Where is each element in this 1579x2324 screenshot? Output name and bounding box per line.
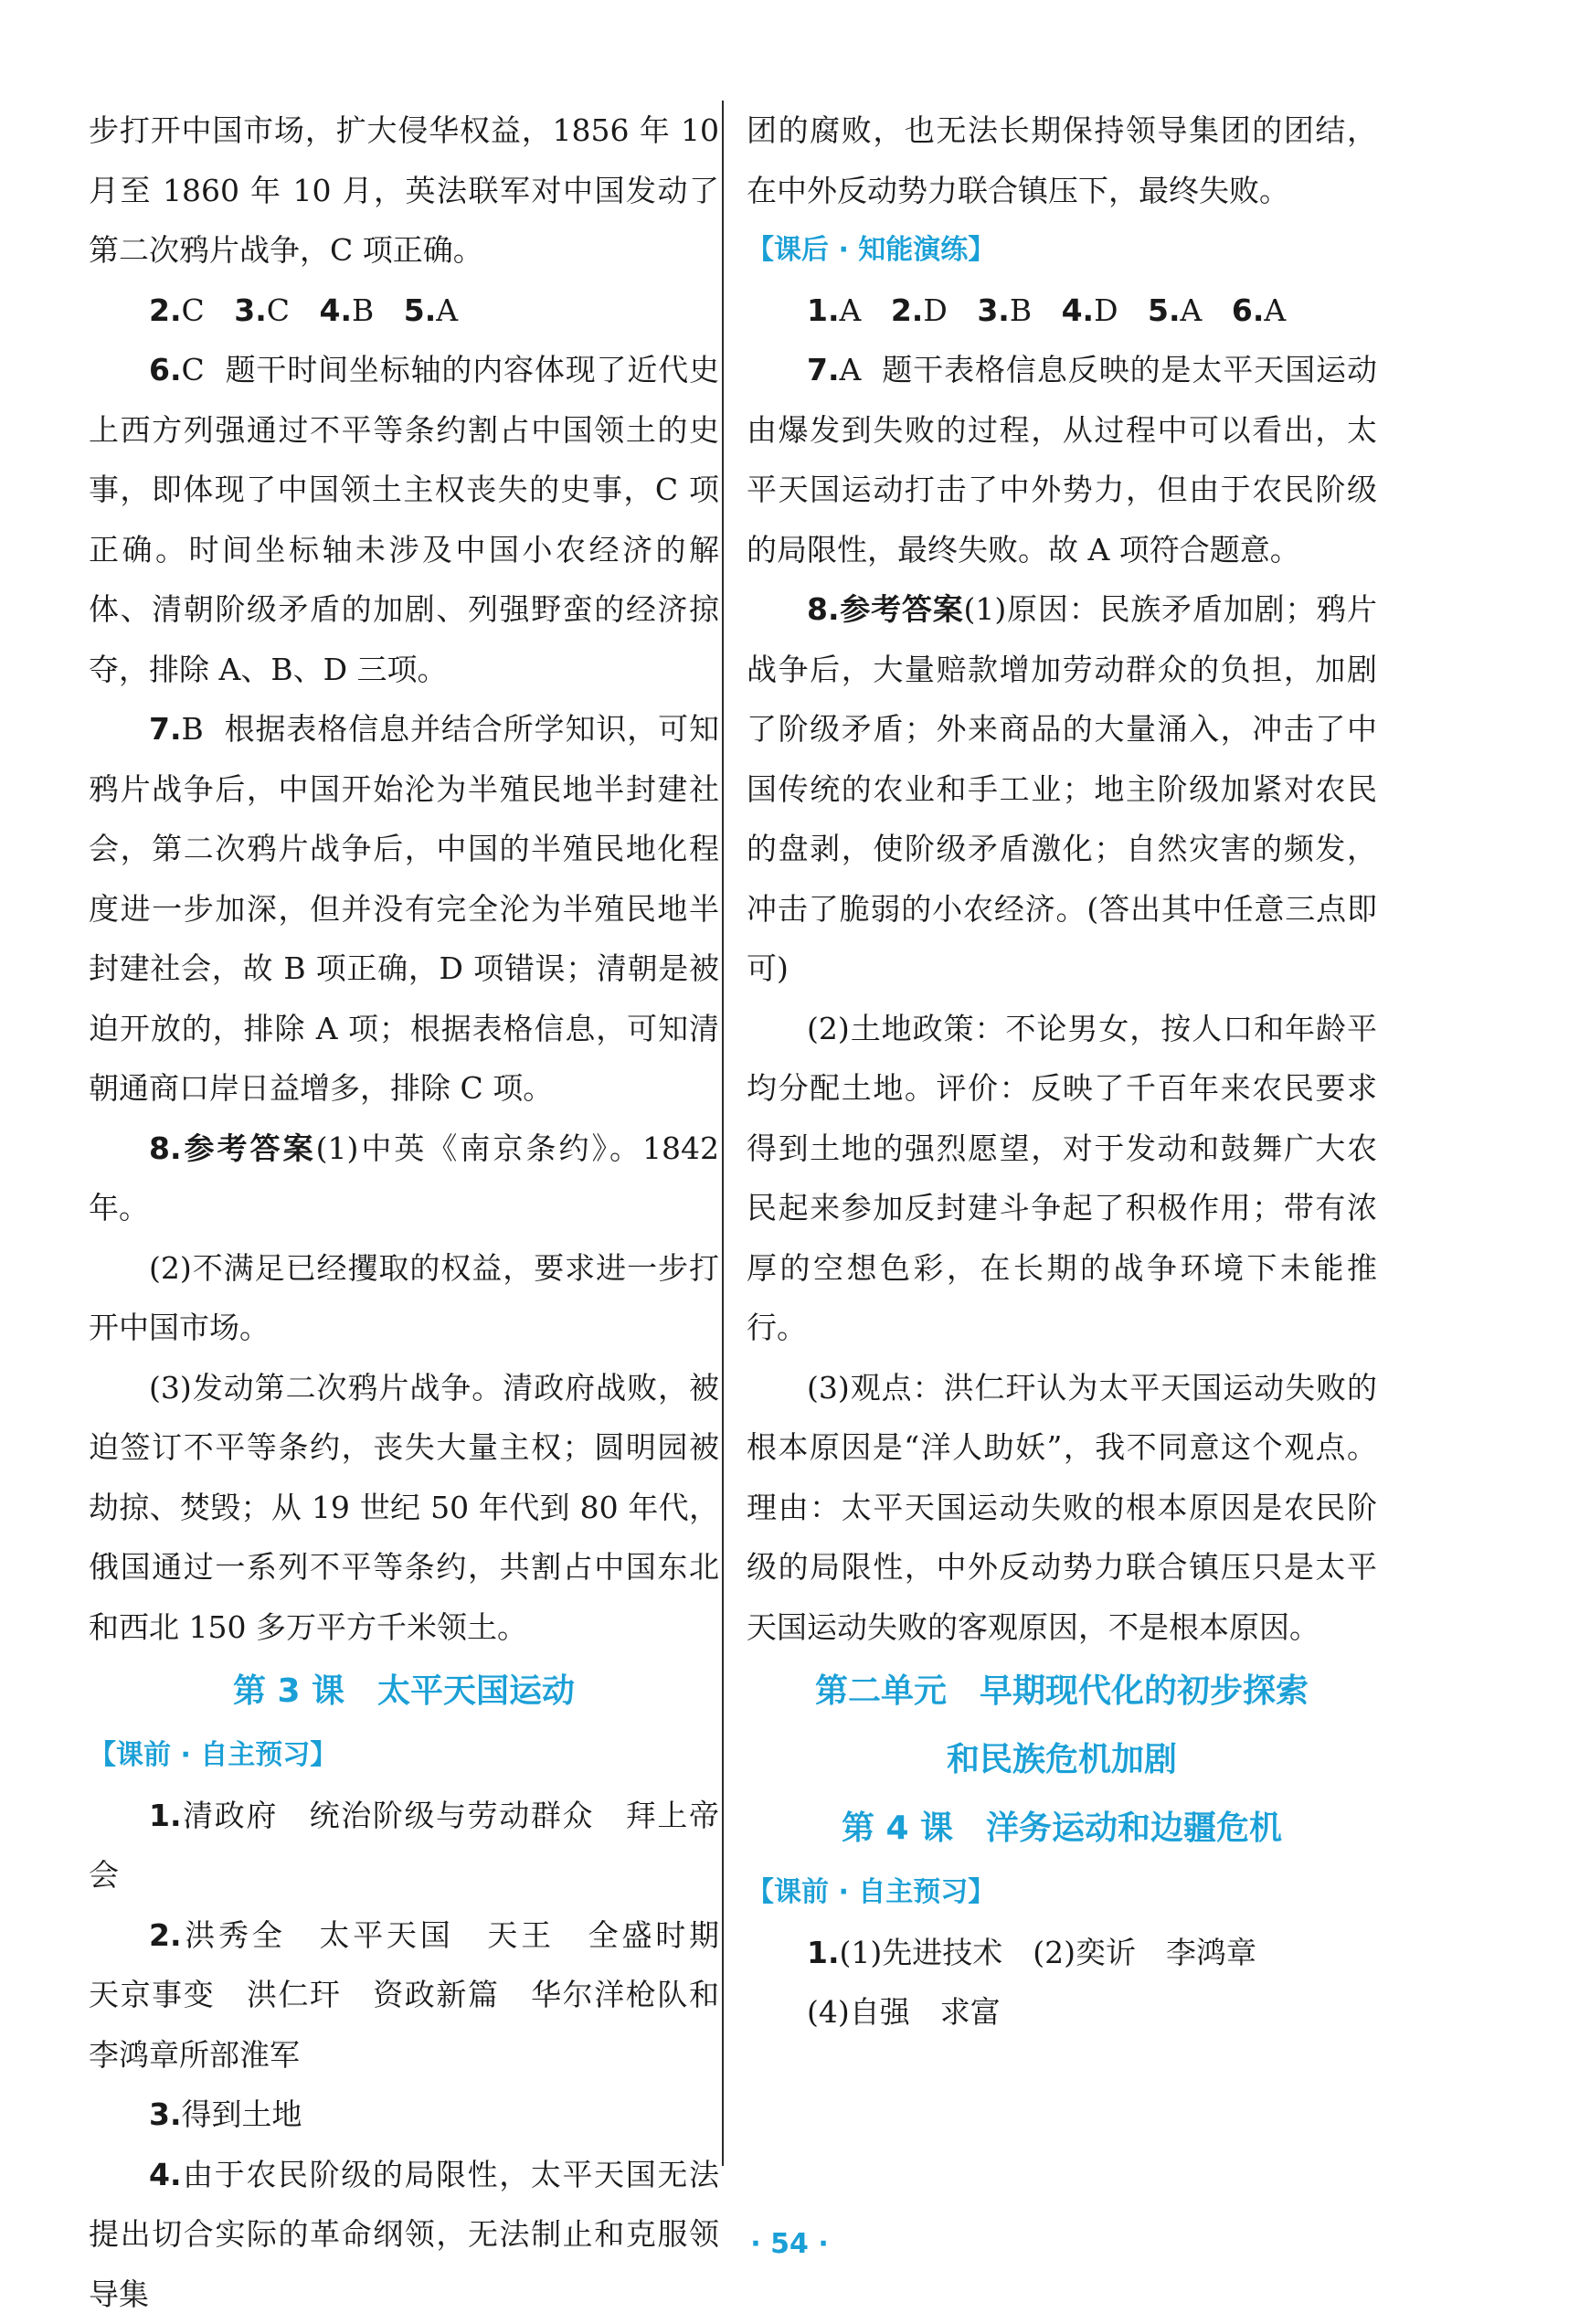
- answer-letter: C: [182, 292, 205, 328]
- answer-explanation: [89, 1119, 719, 1238]
- question-number: 4.: [1062, 292, 1095, 328]
- answer-explanation: [747, 579, 1377, 999]
- lesson-title: 第 3 课 太平天国运动: [89, 1657, 719, 1725]
- question-number: 1.: [149, 1798, 182, 1833]
- paragraph: 步打开中国市场，扩大侵华权益，1856 年 10 月至 1860 年 10 月，英法联军对中国发动了第二次鸦片战争，C 项正确。: [89, 101, 719, 281]
- question-number: 8.: [149, 1130, 182, 1166]
- explanation-text: 由于农民阶级的局限性，太平天国无法提出切合实际的革命纲领，无法制止和克服领导集: [89, 2157, 719, 2312]
- explanation-text: 清政府 统治阶级与劳动群众 拜上帝会: [89, 1798, 719, 1894]
- answer-letter: A: [840, 352, 862, 387]
- reference-answer-label: 参考答案: [840, 591, 964, 627]
- section-tag: 【课前 · 自主预习】: [89, 1725, 719, 1786]
- paragraph: (2)不满足已经攫取的权益，要求进一步打开中国市场。: [89, 1238, 719, 1358]
- explanation-text: 题干表格信息反映的是太平天国运动由爆发到失败的过程，从过程中可以看出，太平天国运动打击了中外势力，但由于农民阶级的局限性，最终失败。故 A 项符合题意。: [747, 352, 1377, 568]
- paragraph: (4)自强 求富: [747, 1982, 1377, 2043]
- answer-letter: D: [1094, 292, 1118, 328]
- explanation-text: (1)原因：民族矛盾加剧；鸦片战争后，大量赔款增加劳动群众的负担，加剧了阶级矛盾；外来商品的大量涌入，冲击了中国传统的农业和手工业；地主阶级加紧对农民的盘剥，使阶级矛盾激化；自然灾害的频发，冲击了脆弱的小农经济。(答出其中任意三点即可): [747, 591, 1377, 986]
- question-number: 8.: [807, 591, 840, 627]
- unit-title-line2: 和民族危机加剧: [747, 1725, 1377, 1794]
- page-number: · 54 ·: [0, 2228, 1579, 2260]
- question-number: 2.: [891, 292, 924, 328]
- question-number: 5.: [1148, 292, 1181, 328]
- question-number: 7.: [807, 352, 840, 387]
- right-column: [747, 101, 1377, 2043]
- answer-letter: A: [436, 292, 458, 328]
- paragraph: (2)土地政策：不论男女，按人口和年龄平均分配土地。评价：反映了千百年来农民要求得到土地的强烈愿望，对于发动和鼓舞广大农民起来参加反封建斗争起了积极作用；带有浓厚的空想色彩，在长期的战争环境下未能推行。: [747, 999, 1377, 1358]
- answer-letter: A: [1181, 292, 1203, 328]
- answer-letter: A: [840, 292, 862, 328]
- lesson-title: 第 4 课 洋务运动和边疆危机: [747, 1794, 1377, 1862]
- answer-letter: C: [182, 352, 205, 387]
- explanation-text: (1)中英《南京条约》。1842 年。: [89, 1130, 719, 1226]
- section-tag: 【课前 · 自主预习】: [747, 1862, 1377, 1923]
- paragraph: (3)发动第二次鸦片战争。清政府战败，被迫签订不平等条约，丧失大量主权；圆明园被劫掠、焚毁；从 19 世纪 50 年代到 80 年代，俄国通过一系列不平等条约，共割占中国东北和西北 150 多万平方千米领土。: [89, 1358, 719, 1658]
- answer-explanation: [747, 1923, 1377, 1983]
- column-divider: [722, 101, 724, 2166]
- answer-explanation: [89, 699, 719, 1119]
- answer-explanation: [89, 1905, 719, 2085]
- question-number: 3.: [234, 292, 267, 328]
- question-number: 6.: [149, 352, 182, 387]
- question-number: 2.: [149, 292, 182, 328]
- answer-explanation: [89, 1786, 719, 1905]
- question-number: 6.: [1232, 292, 1265, 328]
- question-number: 3.: [149, 2096, 182, 2132]
- answer-letter: B: [182, 711, 204, 747]
- answer-letter: B: [352, 292, 374, 328]
- left-column: [89, 101, 719, 2324]
- reference-answer-label: 参考答案: [182, 1130, 316, 1166]
- question-number: 4.: [320, 292, 353, 328]
- answer-explanation: [89, 340, 719, 699]
- answer-letter: B: [1010, 292, 1032, 328]
- section-tag: 【课后 · 知能演练】: [747, 220, 1377, 281]
- explanation-text: 根据表格信息并结合所学知识，可知鸦片战争后，中国开始沦为半殖民地半封建社会，第二次鸦片战争后，中国的半殖民地化程度进一步加深，但并没有完全沦为半殖民地半封建社会，故 B 项正确，D 项错误；清朝是被迫开放的，排除 A 项；根据表格信息，可知清朝通商口岸日益增多，排除 C 项。: [89, 711, 719, 1106]
- answer-row: [89, 281, 719, 341]
- answer-letter: A: [1264, 292, 1286, 328]
- explanation-text: (1)先进技术 (2)奕䜣 李鸿章: [840, 1935, 1257, 1970]
- answer-letter: C: [267, 292, 290, 328]
- answer-explanation: [747, 340, 1377, 579]
- paragraph: 团的腐败，也无法长期保持领导集团的团结，在中外反动势力联合镇压下，最终失败。: [747, 101, 1377, 220]
- question-number: 1.: [807, 292, 840, 328]
- question-number: 7.: [149, 711, 182, 747]
- answer-letter: D: [923, 292, 947, 328]
- question-number: 1.: [807, 1935, 840, 1970]
- question-number: 3.: [977, 292, 1010, 328]
- explanation-text: 题干时间坐标轴的内容体现了近代史上西方列强通过不平等条约割占中国领土的史事，即体现了中国领土主权丧失的史事，C 项正确。时间坐标轴未涉及中国小农经济的解体、清朝阶级矛盾的加剧、列强野蛮的经济掠夺，排除 A、B、D 三项。: [89, 352, 719, 687]
- unit-title-line1: 第二单元 早期现代化的初步探索: [747, 1657, 1377, 1725]
- explanation-text: 洪秀全 太平天国 天王 全盛时期 天京事变 洪仁玕 资政新篇 华尔洋枪队和李鸿章所部淮军: [89, 1917, 749, 2073]
- explanation-text: 得到土地: [182, 2096, 302, 2132]
- question-number: 5.: [404, 292, 437, 328]
- question-number: 2.: [149, 1917, 182, 1953]
- question-number: 4.: [149, 2157, 182, 2192]
- paragraph: (3)观点：洪仁玕认为太平天国运动失败的根本原因是“洋人助妖”，我不同意这个观点。理由：太平天国运动失败的根本原因是农民阶级的局限性，中外反动势力联合镇压只是太平天国运动失败的客观原因，不是根本原因。: [747, 1358, 1377, 1658]
- answer-explanation: [89, 2085, 719, 2145]
- answer-row: [747, 281, 1377, 341]
